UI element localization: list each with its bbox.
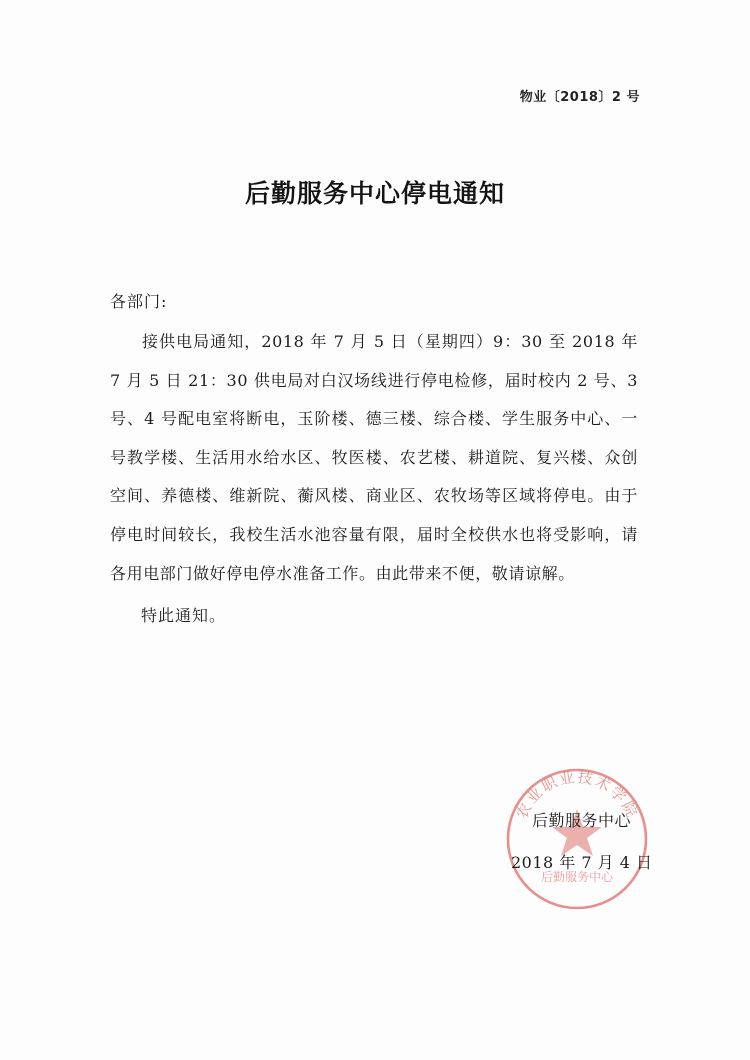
salutation: 各部门: bbox=[110, 292, 168, 311]
seal-inner-text: 后勤服务中心 bbox=[540, 870, 614, 884]
official-seal bbox=[503, 765, 651, 913]
signature-date: 2018 年 7 月 4 日 bbox=[511, 853, 653, 872]
signature-organization: 后勤服务中心 bbox=[532, 811, 632, 830]
notice-title: 后勤服务中心停电通知 bbox=[244, 179, 505, 208]
seal-outer-text: 农业职业技术学院 bbox=[512, 767, 642, 822]
body-paragraph: 接供电局通知，2018 年 7 月 5 日（星期四）9：30 至 2018 年 7 月 5 日 21：30 供电局对白汉场线进行停电检修，届时校内 2 号、3 号、4 号配电室将断电，玉阶楼、德三楼、综合楼、学生服务中心、一号教学楼、生活用水给水区、牧医楼、农艺楼、耕道院、复兴楼、众创空间、养德楼、维新院、蘅风楼、商业区、农牧场等区域将停电。由于停电时间较长，我校生活水池容量有限，届时全校供水也将受影响，请各用电部门做好停电停水准备工作。由此带来不便，敬请谅解。 bbox=[110, 332, 638, 583]
document-number: 物业〔2018〕2 号 bbox=[519, 90, 640, 105]
closing-line: 特此通知。 bbox=[141, 606, 227, 625]
notice-body bbox=[110, 323, 638, 593]
